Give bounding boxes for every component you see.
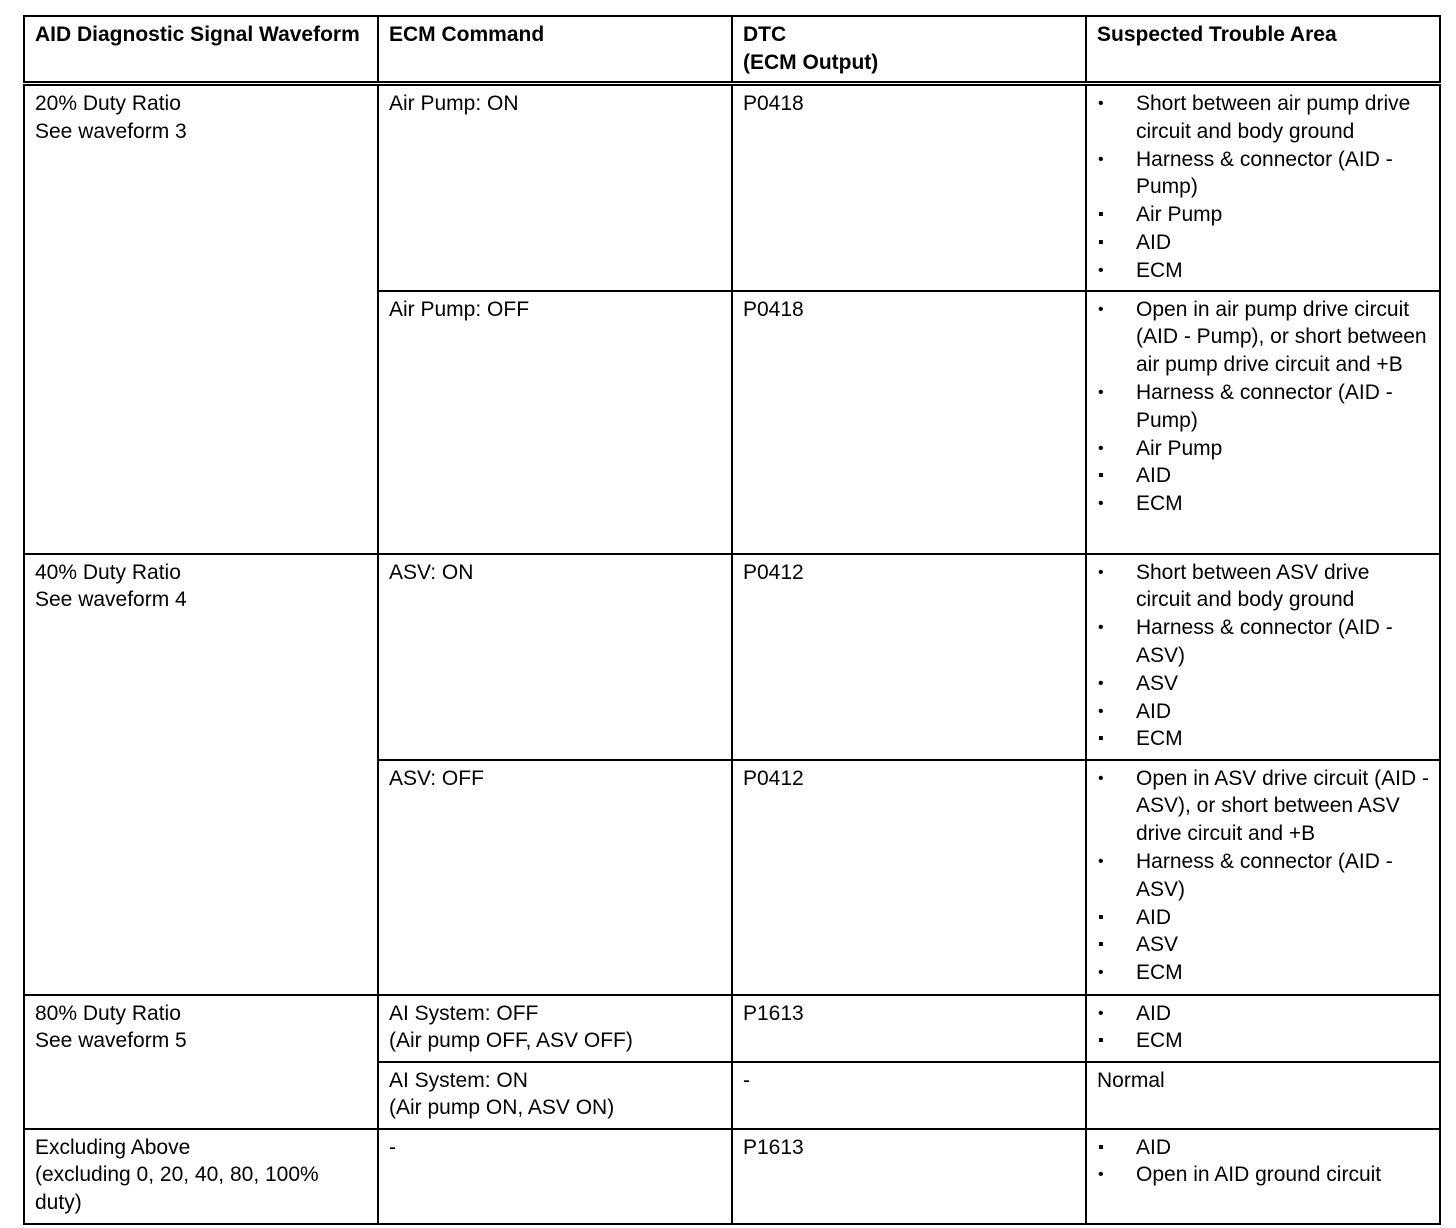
waveform-label: 40% Duty Ratio bbox=[35, 560, 181, 584]
list-item bbox=[1097, 90, 1429, 146]
list-item bbox=[1097, 698, 1429, 726]
list-item-text: AID bbox=[1136, 464, 1172, 488]
list-item-text: AID bbox=[1136, 699, 1172, 723]
bullet-icon: • bbox=[1098, 439, 1104, 457]
trouble-list bbox=[1097, 296, 1429, 518]
list-item bbox=[1097, 257, 1429, 285]
waveform-reference: See waveform 5 bbox=[35, 1029, 187, 1053]
bullet-icon: ▪ bbox=[1098, 206, 1104, 224]
list-item-text: Air Pump bbox=[1136, 436, 1223, 460]
trouble-area-cell bbox=[1086, 995, 1440, 1062]
ecm-command-cell: Air Pump: ON bbox=[378, 84, 732, 291]
dtc-cell: - bbox=[732, 1062, 1086, 1129]
list-item bbox=[1097, 435, 1429, 463]
list-item bbox=[1097, 490, 1429, 518]
table-row bbox=[24, 995, 1440, 1062]
list-item bbox=[1097, 848, 1429, 904]
bullet-icon: • bbox=[1098, 261, 1104, 279]
list-item bbox=[1097, 1000, 1429, 1028]
bullet-icon: ▪ bbox=[1098, 1032, 1104, 1050]
trouble-area-cell bbox=[1086, 1129, 1440, 1224]
ecm-command-text: AI System: ON bbox=[389, 1068, 528, 1092]
bullet-icon: • bbox=[1098, 852, 1104, 870]
trouble-area-cell bbox=[1086, 760, 1440, 995]
waveform-reference: (excluding 0, 20, 40, 80, 100% duty) bbox=[35, 1163, 319, 1215]
list-item-text: ECM bbox=[1136, 492, 1183, 516]
waveform-label: 80% Duty Ratio bbox=[35, 1001, 181, 1025]
bullet-icon: • bbox=[1098, 702, 1104, 720]
trouble-area-cell bbox=[1086, 84, 1440, 291]
bullet-icon: • bbox=[1098, 383, 1104, 401]
list-item bbox=[1097, 146, 1429, 202]
waveform-cell bbox=[24, 84, 378, 554]
bullet-icon: ▪ bbox=[1098, 936, 1104, 954]
trouble-list bbox=[1097, 1000, 1429, 1056]
list-item bbox=[1097, 959, 1429, 987]
bullet-icon: • bbox=[1098, 95, 1104, 112]
trouble-list bbox=[1097, 765, 1429, 987]
dtc-cell: P0412 bbox=[732, 760, 1086, 995]
header-row bbox=[24, 16, 1440, 84]
list-item bbox=[1097, 462, 1429, 490]
ecm-command-detail: (Air pump OFF, ASV OFF) bbox=[389, 1029, 633, 1053]
header-dtc-line1: DTC bbox=[743, 23, 787, 46]
ecm-command-cell: - bbox=[378, 1129, 732, 1224]
trouble-area-cell bbox=[1086, 554, 1440, 760]
list-item bbox=[1097, 725, 1429, 753]
list-item bbox=[1097, 229, 1429, 257]
bullet-icon: ▪ bbox=[1098, 1138, 1104, 1156]
ecm-command-cell: ASV: OFF bbox=[378, 760, 732, 995]
list-item bbox=[1097, 931, 1429, 959]
list-item-text: Harness & connector (AID - Pump) bbox=[1136, 147, 1393, 199]
ecm-command-cell: Air Pump: OFF bbox=[378, 291, 732, 554]
list-item-text: Short between air pump drive circuit and body ground bbox=[1136, 92, 1411, 143]
waveform-label: Excluding Above bbox=[35, 1135, 191, 1159]
list-item bbox=[1097, 201, 1429, 229]
list-item-text: ECM bbox=[1136, 258, 1183, 282]
ecm-command-text: AI System: OFF bbox=[389, 1001, 539, 1025]
dtc-cell: P0412 bbox=[732, 554, 1086, 760]
ecm-command-cell bbox=[378, 995, 732, 1062]
list-item-text: ECM bbox=[1136, 961, 1183, 985]
list-item bbox=[1097, 296, 1429, 379]
bullet-icon: • bbox=[1098, 1166, 1104, 1184]
list-item-text: Harness & connector (AID - ASV) bbox=[1136, 616, 1393, 667]
bullet-icon: ▪ bbox=[1098, 908, 1104, 926]
header-trouble-area: Suspected Trouble Area bbox=[1086, 16, 1440, 84]
bullet-icon: • bbox=[1098, 674, 1104, 692]
list-item-text: Air Pump bbox=[1136, 203, 1223, 227]
bullet-icon: ▪ bbox=[1098, 467, 1104, 485]
list-item-text: AID bbox=[1136, 230, 1172, 254]
table-row bbox=[24, 84, 1440, 291]
list-item bbox=[1097, 1027, 1429, 1055]
ecm-command-cell: ASV: ON bbox=[378, 554, 732, 760]
bullet-icon: • bbox=[1098, 964, 1104, 982]
list-item bbox=[1097, 670, 1429, 698]
list-item bbox=[1097, 379, 1429, 435]
header-waveform: AID Diagnostic Signal Waveform bbox=[24, 16, 378, 84]
list-item-text: Harness & connector (AID - ASV) bbox=[1136, 849, 1393, 901]
list-item-text: AID bbox=[1136, 1135, 1172, 1159]
list-item-text: Open in ASV drive circuit (AID - ASV), or short between ASV drive circuit and +B bbox=[1136, 766, 1429, 846]
list-item-text: Open in air pump drive circuit (AID - Pump), or short between air pump drive circuit and +B bbox=[1136, 297, 1427, 377]
trouble-area-cell bbox=[1086, 291, 1440, 554]
waveform-label: 20% Duty Ratio bbox=[35, 92, 181, 115]
list-item-text: ASV bbox=[1136, 933, 1179, 957]
waveform-cell bbox=[24, 1129, 378, 1224]
list-item bbox=[1097, 904, 1429, 932]
waveform-cell bbox=[24, 995, 378, 1129]
list-item-text: ECM bbox=[1136, 727, 1183, 751]
bullet-icon: • bbox=[1098, 495, 1104, 513]
bullet-icon: ▪ bbox=[1098, 730, 1104, 748]
trouble-list bbox=[1097, 1134, 1429, 1190]
bullet-icon: • bbox=[1098, 769, 1104, 787]
bullet-icon: ▪ bbox=[1098, 233, 1104, 251]
list-item-text: AID bbox=[1136, 1001, 1172, 1025]
bullet-icon: • bbox=[1098, 150, 1104, 168]
list-item-text: Short between ASV drive circuit and body ground bbox=[1136, 560, 1370, 612]
table-row bbox=[24, 1129, 1440, 1224]
list-item-text: Harness & connector (AID - Pump) bbox=[1136, 380, 1393, 432]
list-item-text: Open in AID ground circuit bbox=[1136, 1163, 1382, 1187]
list-item-text: AID bbox=[1136, 905, 1172, 929]
waveform-reference: See waveform 4 bbox=[35, 588, 187, 612]
waveform-cell bbox=[24, 554, 378, 995]
list-item bbox=[1097, 1134, 1429, 1162]
trouble-list bbox=[1097, 90, 1429, 285]
list-item bbox=[1097, 559, 1429, 615]
bullet-icon: • bbox=[1098, 619, 1104, 637]
trouble-list bbox=[1097, 559, 1429, 754]
dtc-cell: P1613 bbox=[732, 995, 1086, 1062]
table-row bbox=[24, 554, 1440, 760]
list-item bbox=[1097, 614, 1429, 670]
diagnostic-table bbox=[23, 15, 1441, 1225]
header-ecm-command: ECM Command bbox=[378, 16, 732, 84]
list-item-text: ECM bbox=[1136, 1029, 1183, 1053]
list-item bbox=[1097, 765, 1429, 848]
dtc-cell: P1613 bbox=[732, 1129, 1086, 1224]
bullet-icon: • bbox=[1098, 563, 1104, 581]
dtc-cell: P0418 bbox=[732, 291, 1086, 554]
trouble-area-cell: Normal bbox=[1086, 1062, 1440, 1129]
dtc-cell: P0418 bbox=[732, 84, 1086, 291]
bullet-icon: • bbox=[1098, 1004, 1104, 1022]
bullet-icon: • bbox=[1098, 300, 1104, 318]
list-item bbox=[1097, 1161, 1429, 1189]
list-item-text: ASV bbox=[1136, 671, 1179, 695]
header-dtc-line2: (ECM Output) bbox=[743, 50, 879, 74]
ecm-command-cell bbox=[378, 1062, 732, 1129]
ecm-command-detail: (Air pump ON, ASV ON) bbox=[389, 1096, 615, 1120]
waveform-reference: See waveform 3 bbox=[35, 119, 187, 143]
header-dtc bbox=[732, 16, 1086, 84]
